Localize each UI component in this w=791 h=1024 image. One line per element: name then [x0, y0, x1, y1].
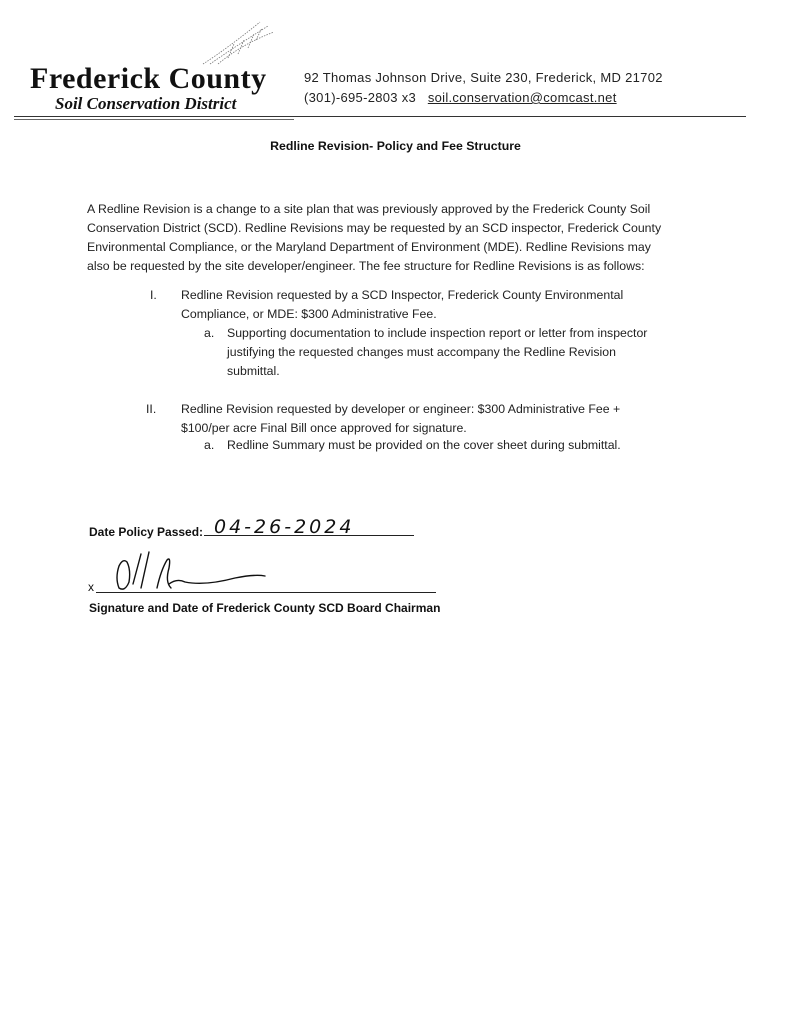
- item-line: Redline Revision requested by developer or engineer: $300 Administrative Fee +: [181, 402, 621, 416]
- header-divider-secondary: [14, 119, 294, 120]
- signature-caption: Signature and Date of Frederick County SCD Board Chairman: [89, 601, 441, 615]
- item-line: $100/per acre Final Bill once approved for signature.: [181, 421, 467, 435]
- header-contact: [304, 90, 617, 105]
- item-line: Compliance, or MDE: $300 Administrative Fee.: [181, 307, 437, 321]
- date-policy-value: 04-26-2024: [214, 516, 355, 538]
- header-divider: [14, 116, 746, 117]
- sub-item-letter: a.: [204, 438, 215, 452]
- item-text: [181, 400, 691, 438]
- header-address: 92 Thomas Johnson Drive, Suite 230, Frederick, MD 21702: [304, 70, 663, 85]
- handwritten-signature-icon: [105, 548, 275, 598]
- header-phone: (301)-695-2803 x3: [304, 90, 417, 105]
- signature-line: [96, 592, 436, 593]
- logo-subtitle: Soil Conservation District: [55, 94, 237, 113]
- item-numeral: I.: [150, 288, 157, 302]
- item-numeral: II.: [146, 402, 157, 416]
- sub-item-line: Supporting documentation to include inspection report or letter from inspector: [227, 326, 648, 340]
- intro-line: A Redline Revision is a change to a site plan that was previously approved by the Frederick County Soil: [87, 202, 651, 216]
- wheat-logo-icon: [198, 18, 278, 66]
- header-email: soil.conservation@comcast.net: [427, 90, 617, 105]
- intro-line: Conservation District (SCD). Redline Revisions may be requested by an SCD inspector, Frederick County: [87, 221, 662, 235]
- intro-line: Environmental Compliance, or the Maryland Department of Environment (MDE). Redline Revisions may: [87, 240, 651, 254]
- item-text: [181, 286, 691, 324]
- intro-paragraph: [87, 200, 707, 276]
- sub-item-text: [227, 436, 707, 455]
- sub-item-line: Redline Summary must be provided on the cover sheet during submittal.: [227, 438, 621, 452]
- logo-title: Frederick County: [30, 62, 267, 95]
- sub-item-line: justifying the requested changes must accompany the Redline Revision: [227, 345, 616, 359]
- document-title: Redline Revision- Policy and Fee Structure: [270, 139, 521, 153]
- sub-item-text: [227, 324, 707, 381]
- date-policy-label: Date Policy Passed:: [89, 525, 204, 539]
- sub-item-line: submittal.: [227, 364, 280, 378]
- date-underline: [204, 535, 414, 536]
- intro-line: also be requested by the site developer/engineer. The fee structure for Redline Revisions is as follows:: [87, 259, 645, 273]
- item-line: Redline Revision requested by a SCD Inspector, Frederick County Environmental: [181, 288, 624, 302]
- signature-x-mark: x: [88, 580, 94, 594]
- sub-item-letter: a.: [204, 326, 215, 340]
